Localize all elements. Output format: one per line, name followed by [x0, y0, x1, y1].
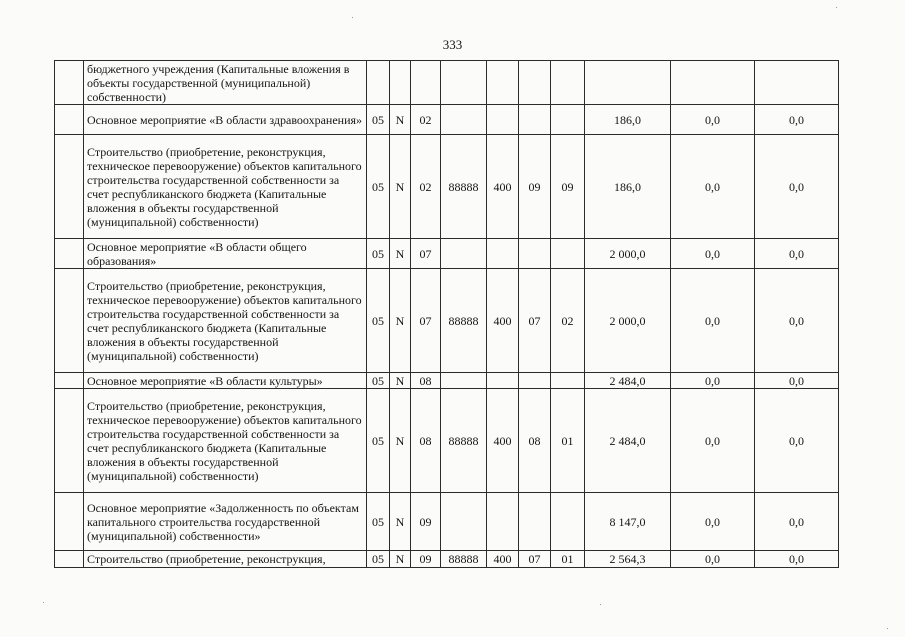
direction-code-cell [441, 61, 487, 105]
program-code-cell: 05 [367, 373, 390, 389]
item-name-cell: Основное мероприятие «Задолженность по объектам капитального строительства государственной (муниципальной) собственности» [84, 493, 367, 551]
amount-year3-cell: 0,0 [755, 551, 839, 568]
table-row [55, 389, 839, 493]
event-code-cell: 08 [411, 373, 441, 389]
amount-year2-cell [671, 61, 755, 105]
expense-type-cell: 400 [487, 551, 519, 568]
subprogram-code-cell: N [390, 373, 411, 389]
subsection-code-cell [551, 105, 585, 135]
section-code-cell [519, 61, 551, 105]
row-index-cell [55, 389, 84, 493]
amount-year1-cell: 2 484,0 [585, 373, 671, 389]
amount-year3-cell: 0,0 [755, 373, 839, 389]
expense-type-cell [487, 239, 519, 269]
direction-code-cell [441, 373, 487, 389]
event-code-cell: 08 [411, 389, 441, 493]
scan-speck [887, 628, 888, 629]
amount-year2-cell: 0,0 [671, 135, 755, 239]
page-number: 333 [442, 37, 463, 52]
table-row [55, 239, 839, 269]
amount-year2-cell: 0,0 [671, 373, 755, 389]
expense-type-cell: 400 [487, 389, 519, 493]
amount-year1-cell: 2 000,0 [585, 239, 671, 269]
table-row [55, 105, 839, 135]
subsection-code-cell [551, 373, 585, 389]
item-name-cell: Строительство (приобретение, реконструкция, техническое перевооружение) объектов капитального строительства государственной собственности за счет республиканского бюджета (Капитальные вложения в объекты государственной (муниципальной) собственности) [84, 269, 367, 373]
item-name-cell: Строительство (приобретение, реконструкция, техническое перевооружение) объектов капитального строительства государственной собственности за счет республиканского бюджета (Капитальные вложения в объекты государственной (муниципальной) собственности) [84, 135, 367, 239]
subprogram-code-cell: N [390, 389, 411, 493]
program-code-cell: 05 [367, 135, 390, 239]
scan-speck [352, 17, 353, 18]
amount-year2-cell: 0,0 [671, 551, 755, 568]
event-code-cell [411, 61, 441, 105]
row-index-cell [55, 135, 84, 239]
event-code-cell: 07 [411, 239, 441, 269]
item-name-cell: бюджетного учреждения (Капитальные вложения в объекты государственной (муниципальной) собственности) [84, 61, 367, 105]
direction-code-cell: 88888 [441, 135, 487, 239]
program-code-cell: 05 [367, 105, 390, 135]
scan-speck [836, 7, 837, 8]
amount-year1-cell [585, 61, 671, 105]
event-code-cell: 09 [411, 493, 441, 551]
event-code-cell: 09 [411, 551, 441, 568]
section-code-cell: 07 [519, 551, 551, 568]
table-body [55, 61, 839, 568]
amount-year3-cell: 0,0 [755, 105, 839, 135]
direction-code-cell [441, 239, 487, 269]
table-row [55, 135, 839, 239]
item-name-cell: Строительство (приобретение, реконструкция, техническое перевооружение) объектов капитального строительства государственной собственности за счет республиканского бюджета (Капитальные вложения в объекты государственной (муниципальной) собственности) [84, 389, 367, 493]
expense-type-cell [487, 373, 519, 389]
item-name-cell: Основное мероприятие «В области культуры» [84, 373, 367, 389]
amount-year1-cell: 186,0 [585, 135, 671, 239]
subsection-code-cell: 01 [551, 551, 585, 568]
row-index-cell [55, 373, 84, 389]
section-code-cell: 08 [519, 389, 551, 493]
subprogram-code-cell [390, 61, 411, 105]
amount-year3-cell: 0,0 [755, 269, 839, 373]
subprogram-code-cell: N [390, 239, 411, 269]
direction-code-cell [441, 493, 487, 551]
section-code-cell [519, 493, 551, 551]
amount-year3-cell: 0,0 [755, 239, 839, 269]
amount-year1-cell: 2 000,0 [585, 269, 671, 373]
direction-code-cell: 88888 [441, 551, 487, 568]
row-index-cell [55, 269, 84, 373]
program-code-cell: 05 [367, 239, 390, 269]
direction-code-cell: 88888 [441, 389, 487, 493]
direction-code-cell [441, 105, 487, 135]
budget-table [54, 60, 839, 568]
section-code-cell [519, 373, 551, 389]
amount-year1-cell: 186,0 [585, 105, 671, 135]
section-code-cell: 07 [519, 269, 551, 373]
subsection-code-cell: 02 [551, 269, 585, 373]
item-name-cell: Основное мероприятие «В области здравоохранения» [84, 105, 367, 135]
section-code-cell [519, 105, 551, 135]
table-row [55, 61, 839, 105]
table-row [55, 373, 839, 389]
expense-type-cell [487, 493, 519, 551]
row-index-cell [55, 105, 84, 135]
subsection-code-cell [551, 493, 585, 551]
amount-year3-cell: 0,0 [755, 389, 839, 493]
direction-code-cell: 88888 [441, 269, 487, 373]
subsection-code-cell [551, 61, 585, 105]
subsection-code-cell: 01 [551, 389, 585, 493]
program-code-cell: 05 [367, 389, 390, 493]
subsection-code-cell [551, 239, 585, 269]
section-code-cell: 09 [519, 135, 551, 239]
amount-year3-cell: 0,0 [755, 135, 839, 239]
expense-type-cell [487, 61, 519, 105]
amount-year2-cell: 0,0 [671, 239, 755, 269]
row-index-cell [55, 493, 84, 551]
table-row [55, 493, 839, 551]
expense-type-cell: 400 [487, 135, 519, 239]
subsection-code-cell: 09 [551, 135, 585, 239]
amount-year2-cell: 0,0 [671, 105, 755, 135]
amount-year1-cell: 8 147,0 [585, 493, 671, 551]
amount-year2-cell: 0,0 [671, 493, 755, 551]
item-name-cell: Строительство (приобретение, реконструкция, [84, 551, 367, 568]
event-code-cell: 02 [411, 135, 441, 239]
subprogram-code-cell: N [390, 493, 411, 551]
amount-year3-cell: 0,0 [755, 493, 839, 551]
section-code-cell [519, 239, 551, 269]
subprogram-code-cell: N [390, 551, 411, 568]
subprogram-code-cell: N [390, 135, 411, 239]
program-code-cell [367, 61, 390, 105]
amount-year2-cell: 0,0 [671, 269, 755, 373]
program-code-cell: 05 [367, 493, 390, 551]
item-name-cell: Основное мероприятие «В области общего образования» [84, 239, 367, 269]
program-code-cell: 05 [367, 269, 390, 373]
amount-year1-cell: 2 484,0 [585, 389, 671, 493]
subprogram-code-cell: N [390, 105, 411, 135]
event-code-cell: 02 [411, 105, 441, 135]
expense-type-cell [487, 105, 519, 135]
amount-year2-cell: 0,0 [671, 389, 755, 493]
row-index-cell [55, 551, 84, 568]
table-row [55, 269, 839, 373]
scan-speck [43, 602, 44, 603]
scan-speck [600, 604, 601, 605]
event-code-cell: 07 [411, 269, 441, 373]
table-row [55, 551, 839, 568]
subprogram-code-cell: N [390, 269, 411, 373]
program-code-cell: 05 [367, 551, 390, 568]
row-index-cell [55, 61, 84, 105]
expense-type-cell: 400 [487, 269, 519, 373]
amount-year3-cell [755, 61, 839, 105]
amount-year1-cell: 2 564,3 [585, 551, 671, 568]
row-index-cell [55, 239, 84, 269]
